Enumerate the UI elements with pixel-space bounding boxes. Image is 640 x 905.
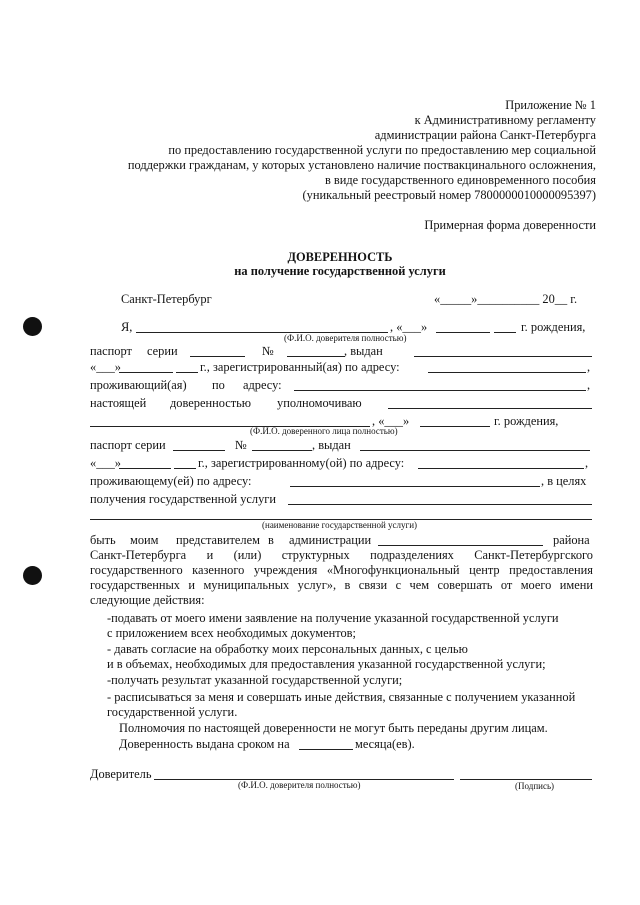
residence-label-po: по [212, 378, 225, 392]
punch-hole-top [23, 317, 42, 336]
agent-issued-year-field[interactable] [174, 468, 196, 469]
date-field: «_____»__________ 20__ г. [434, 292, 578, 306]
principal-passport-series-field[interactable] [190, 356, 245, 357]
authorize-label-2: доверенностью [170, 396, 252, 410]
residence-label: проживающий(ая) [90, 378, 187, 392]
comma: , [587, 360, 591, 374]
residence-label-address: адресу: [243, 378, 282, 392]
be-rep-5: администрации [289, 533, 372, 547]
form-note: Примерная форма доверенности [424, 218, 596, 232]
agent-birth-month-field[interactable] [420, 426, 490, 427]
term-suffix: месяца(ев). [355, 737, 415, 751]
series-label: серии [147, 344, 178, 358]
be-rep-2: моим [130, 533, 159, 547]
header-line: (уникальный реестровый номер 7800000010000095397) [302, 188, 596, 202]
header-line: в виде государственного единовременного пособия [324, 173, 596, 187]
principal-birth-day-field[interactable]: , «___» [390, 320, 428, 334]
agent-fio-caption: (Ф.И.О. доверенного лица полностью) [250, 426, 398, 436]
principal-fio-caption: (Ф.И.О. доверителя полностью) [284, 333, 407, 343]
body-line: государственного казенного учреждения «Многофункциональный центр предоставления [90, 563, 593, 577]
be-rep-1: быть [90, 533, 116, 547]
header-line: администрации района Санкт-Петербурга [374, 128, 596, 142]
no-transfer-clause: Полномочия по настоящей доверенности не могут быть переданы другим лицам. [119, 721, 548, 735]
be-rep-4: в [268, 533, 274, 547]
list-item: - давать согласие на обработку моих персональных данных, с целью [107, 642, 468, 656]
principal-issued-by-field[interactable] [414, 356, 592, 357]
list-item: и в объемах, необходимых для предоставления указанной государственной услуги; [107, 657, 546, 671]
agent-issued-day-field[interactable]: «___» [90, 456, 121, 470]
authorize-extra-field[interactable] [388, 408, 592, 409]
header-line: поддержки гражданам, у которых установлено наличие поствакцинального осложнения, [127, 158, 596, 172]
signature-field[interactable] [460, 779, 592, 780]
body-line: Санкт-Петербурга и (или) структурных подразделениях Санкт-Петербургского [90, 548, 593, 562]
authorize-label-3: уполномочиваю [277, 396, 362, 410]
punch-hole-bottom [23, 566, 42, 585]
service-caption: (наименование государственной услуги) [262, 520, 418, 530]
document-subtitle: на получение государственной услуги [234, 264, 446, 278]
agent-birth-day-field[interactable]: , «___» [372, 414, 410, 428]
agent-residence-field[interactable] [290, 486, 540, 487]
issued-label: , выдан [344, 344, 383, 358]
agent-passport-series-field[interactable] [173, 450, 225, 451]
authorize-label: настоящей [90, 396, 147, 410]
number-label: № [262, 344, 274, 358]
service-name-field[interactable] [288, 504, 592, 505]
list-item: с приложением всех необходимых документов; [107, 626, 356, 640]
agent-registration-label: г., зарегистрированному(ой) по адресу: [198, 456, 405, 470]
agent-passport-series-label: паспорт серии [90, 438, 166, 452]
signatory-label: Доверитель [90, 767, 152, 781]
agent-registration-field[interactable] [418, 468, 584, 469]
district-field[interactable] [378, 545, 543, 546]
birth-suffix: г. рождения, [521, 320, 586, 334]
body-lead: следующие действия: [90, 593, 205, 607]
comma: , [587, 378, 591, 392]
registration-label: г., зарегистрированный(ая) по адресу: [200, 360, 400, 374]
in-order-label: , в целях [541, 474, 587, 488]
be-rep-3: представителем [176, 533, 260, 547]
principal-issued-year-field[interactable] [176, 372, 198, 373]
principal-passport-number-field[interactable] [287, 356, 345, 357]
signature-caption: (Подпись) [515, 781, 555, 791]
principal-residence-field[interactable] [294, 390, 586, 391]
body-line: государственных и муниципальных услуг», в связи с чем совершать от моего имени [90, 578, 593, 592]
principal-issued-day-field[interactable]: «___» [90, 360, 121, 374]
header-line: по предоставлению государственной услуги по предоставлению мер социальной [168, 143, 596, 157]
term-label: Доверенность выдана сроком на [119, 737, 290, 751]
city: Санкт-Петербург [121, 292, 212, 306]
agent-issued-month-field[interactable] [119, 468, 171, 469]
principal-issued-month-field[interactable] [119, 372, 173, 373]
list-item: -подавать от моего имени заявление на получение указанной государственной услуги [107, 611, 559, 625]
list-item: - расписываться за меня и совершать иные действия, связанные с получением указанной [107, 690, 576, 704]
passport-label: паспорт [90, 344, 132, 358]
agent-residence-label: проживающему(ей) по адресу: [90, 474, 252, 488]
service-label: получения государственной услуги [90, 492, 277, 506]
agent-birth-suffix: г. рождения, [494, 414, 559, 428]
agent-issued-label: , выдан [312, 438, 351, 452]
header-line: к Административному регламенту [414, 113, 596, 127]
agent-passport-number-field[interactable] [252, 450, 312, 451]
principal-birth-year-field[interactable] [494, 332, 516, 333]
signatory-fio-caption: (Ф.И.О. доверителя полностью) [238, 780, 361, 790]
document-title: ДОВЕРЕННОСТЬ [287, 250, 393, 264]
comma: , [585, 456, 589, 470]
list-item: -получать результат указанной государственной услуги; [107, 673, 403, 687]
agent-number-label: № [235, 438, 247, 452]
list-item: государственной услуги. [107, 705, 238, 719]
term-months-field[interactable] [299, 749, 353, 750]
be-rep-6: района [553, 533, 590, 547]
principal-registration-field[interactable] [428, 372, 586, 373]
principal-i-label: Я, [121, 320, 133, 334]
principal-birth-month-field[interactable] [436, 332, 490, 333]
header-line: Приложение № 1 [505, 98, 596, 112]
agent-issued-by-field[interactable] [360, 450, 590, 451]
